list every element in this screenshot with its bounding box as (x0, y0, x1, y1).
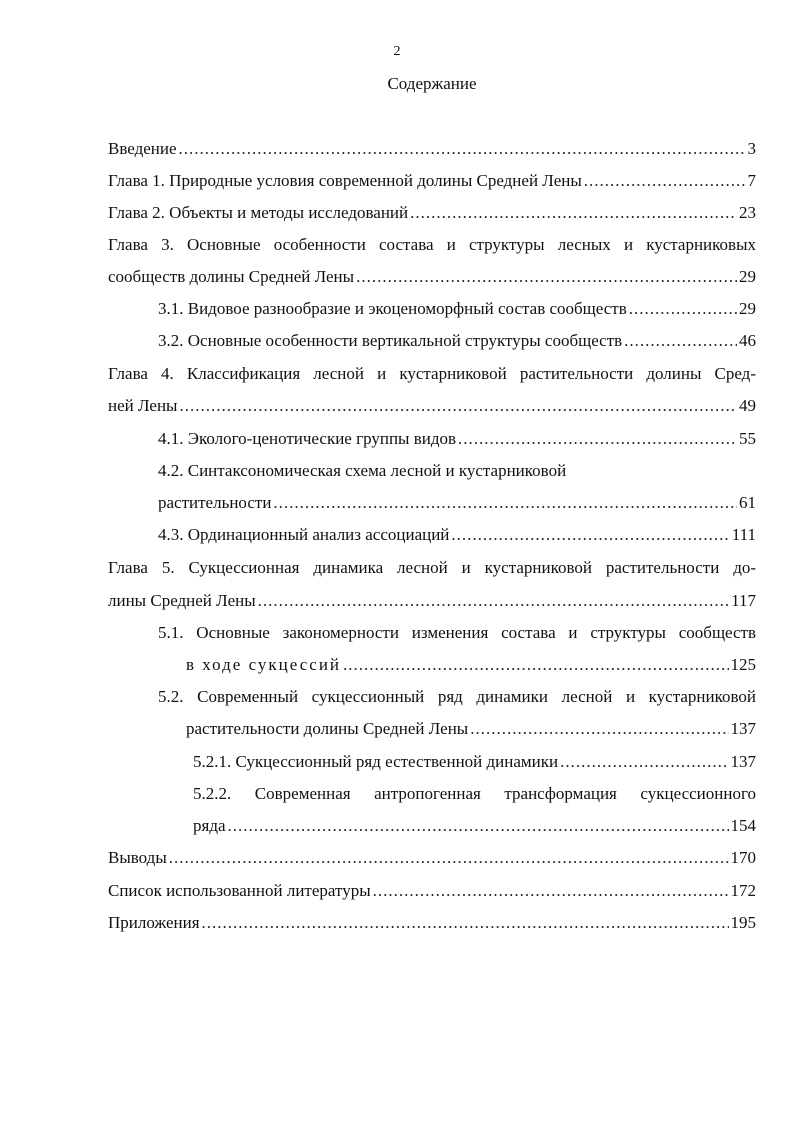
toc-leader-dots (624, 330, 737, 352)
toc-entry-text: Список использованной литературы (108, 881, 371, 900)
toc-entry-page: 172 (730, 881, 756, 900)
toc-entry-chapter-2 (108, 202, 756, 224)
toc-entry-section-4-1 (158, 428, 756, 450)
toc-entry-section-5-1-line2 (186, 654, 756, 676)
toc-entry-page: 137 (730, 719, 756, 738)
toc-entry-references (108, 880, 756, 902)
toc-entry-text: Глава 2. Объекты и методы исследований (108, 203, 409, 222)
toc-leader-dots (258, 590, 729, 612)
toc-leader-dots (179, 395, 737, 417)
toc-entry-page: 29 (739, 267, 756, 286)
toc-entry-text: 4.2. Синтаксономическая схема лесной и кустарниковой (158, 461, 567, 480)
toc-entry-chapter-3-line2 (108, 266, 756, 288)
toc-leader-dots (410, 202, 737, 224)
toc-entry-chapter-4-line1: Глава 4. Классификация лесной и кустарниковой растительности долины Сред- (108, 364, 756, 383)
toc-entry-section-5-2-2-line1: 5.2.2. Современная антропогенная трансформация сукцессионного (193, 784, 756, 803)
toc-entry-text: Введение (108, 139, 177, 158)
toc-entry-section-4-2-line2 (158, 492, 756, 514)
toc-entry-page: 111 (731, 525, 756, 544)
toc-entry-section-4-3 (158, 524, 756, 546)
toc-entry-page: 7 (747, 171, 756, 190)
toc-leader-dots (373, 880, 729, 902)
toc-entry-text: лины Средней Лены (108, 591, 256, 610)
toc-entry-section-5-2-line1: 5.2. Современный сукцессионный ряд динамики лесной и кустарниковой (158, 687, 756, 706)
toc-leader-dots (273, 492, 737, 514)
toc-entry-chapter-5-line2 (108, 590, 756, 612)
toc-leader-dots (228, 815, 729, 837)
toc-leader-dots (451, 524, 729, 546)
toc-entry-page: 137 (730, 752, 756, 771)
toc-leader-dots (179, 138, 746, 160)
toc-entry-section-5-2-line2 (186, 718, 756, 740)
toc-entry-intro (108, 138, 756, 160)
toc-entry-text: 4.3. Ординационный анализ ассоциаций (158, 525, 450, 544)
toc-entry-page: 3 (747, 139, 756, 158)
toc-entry-page: 46 (739, 331, 756, 350)
toc-title: Содержание (387, 74, 477, 93)
toc-leader-dots (356, 266, 737, 288)
toc-entry-conclusions (108, 847, 756, 869)
toc-leader-dots (629, 298, 737, 320)
toc-leader-dots (560, 751, 728, 773)
toc-entry-text: ней Лены (108, 396, 178, 415)
toc-entry-text: Приложения (108, 913, 200, 932)
toc-entry-text: ряда (193, 816, 226, 835)
toc-entry-text: растительности (158, 493, 272, 512)
toc-entry-text: 3.1. Видовое разнообразие и экоценоморфный состав сообществ (158, 299, 627, 318)
toc-entry-section-5-2-1 (193, 751, 756, 773)
toc-leader-dots (202, 912, 729, 934)
toc-entry-text: растительности долины Средней Лены (186, 719, 469, 738)
toc-entry-text: сообществ долины Средней Лены (108, 267, 355, 286)
toc-entry-section-3-1 (158, 298, 756, 320)
toc-entry-page: 55 (739, 429, 756, 448)
toc-entry-section-5-1-line1: 5.1. Основные закономерности изменения состава и структуры сообществ (158, 623, 756, 642)
toc-entry-chapter-3-line1: Глава 3. Основные особенности состава и структуры лесных и кустарниковых (108, 235, 756, 254)
toc-entry-page: 195 (730, 913, 756, 932)
toc-leader-dots (584, 170, 746, 192)
toc-entry-text: в ходе сукцессий (186, 655, 342, 674)
toc-entry-page: 170 (730, 848, 756, 867)
toc-entry-chapter-4-line2 (108, 395, 756, 417)
toc-entry-text: Выводы (108, 848, 167, 867)
toc-entry-page: 117 (731, 591, 756, 610)
toc-entry-section-3-2 (158, 330, 756, 352)
toc-entry-page: 29 (739, 299, 756, 318)
toc-leader-dots (458, 428, 737, 450)
page-number: 2 (393, 44, 401, 59)
toc-entry-chapter-1 (108, 170, 756, 192)
toc-leader-dots (343, 654, 728, 676)
toc-entry-section-5-2-2-line2 (193, 815, 756, 837)
toc-entry-text: 3.2. Основные особенности вертикальной структуры сообществ (158, 331, 623, 350)
toc-entry-section-4-2-line1 (158, 460, 756, 482)
toc-entry-text: 4.1. Эколого-ценотические группы видов (158, 429, 457, 448)
toc-leader-dots (169, 847, 729, 869)
toc-entry-page: 125 (730, 655, 756, 674)
toc-leader-dots (470, 718, 728, 740)
toc-entry-text: Глава 1. Природные условия современной долины Средней Лены (108, 171, 582, 190)
toc-entry-chapter-5-line1: Глава 5. Сукцессионная динамика лесной и кустарниковой растительности до- (108, 558, 756, 577)
toc-entry-text: 5.2.1. Сукцессионный ряд естественной динамики (193, 752, 559, 771)
toc-entry-page: 49 (739, 396, 756, 415)
toc-entry-page: 23 (739, 203, 756, 222)
toc-entry-appendices (108, 912, 756, 934)
toc-entry-page: 61 (739, 493, 756, 512)
toc-entry-page: 154 (730, 816, 756, 835)
